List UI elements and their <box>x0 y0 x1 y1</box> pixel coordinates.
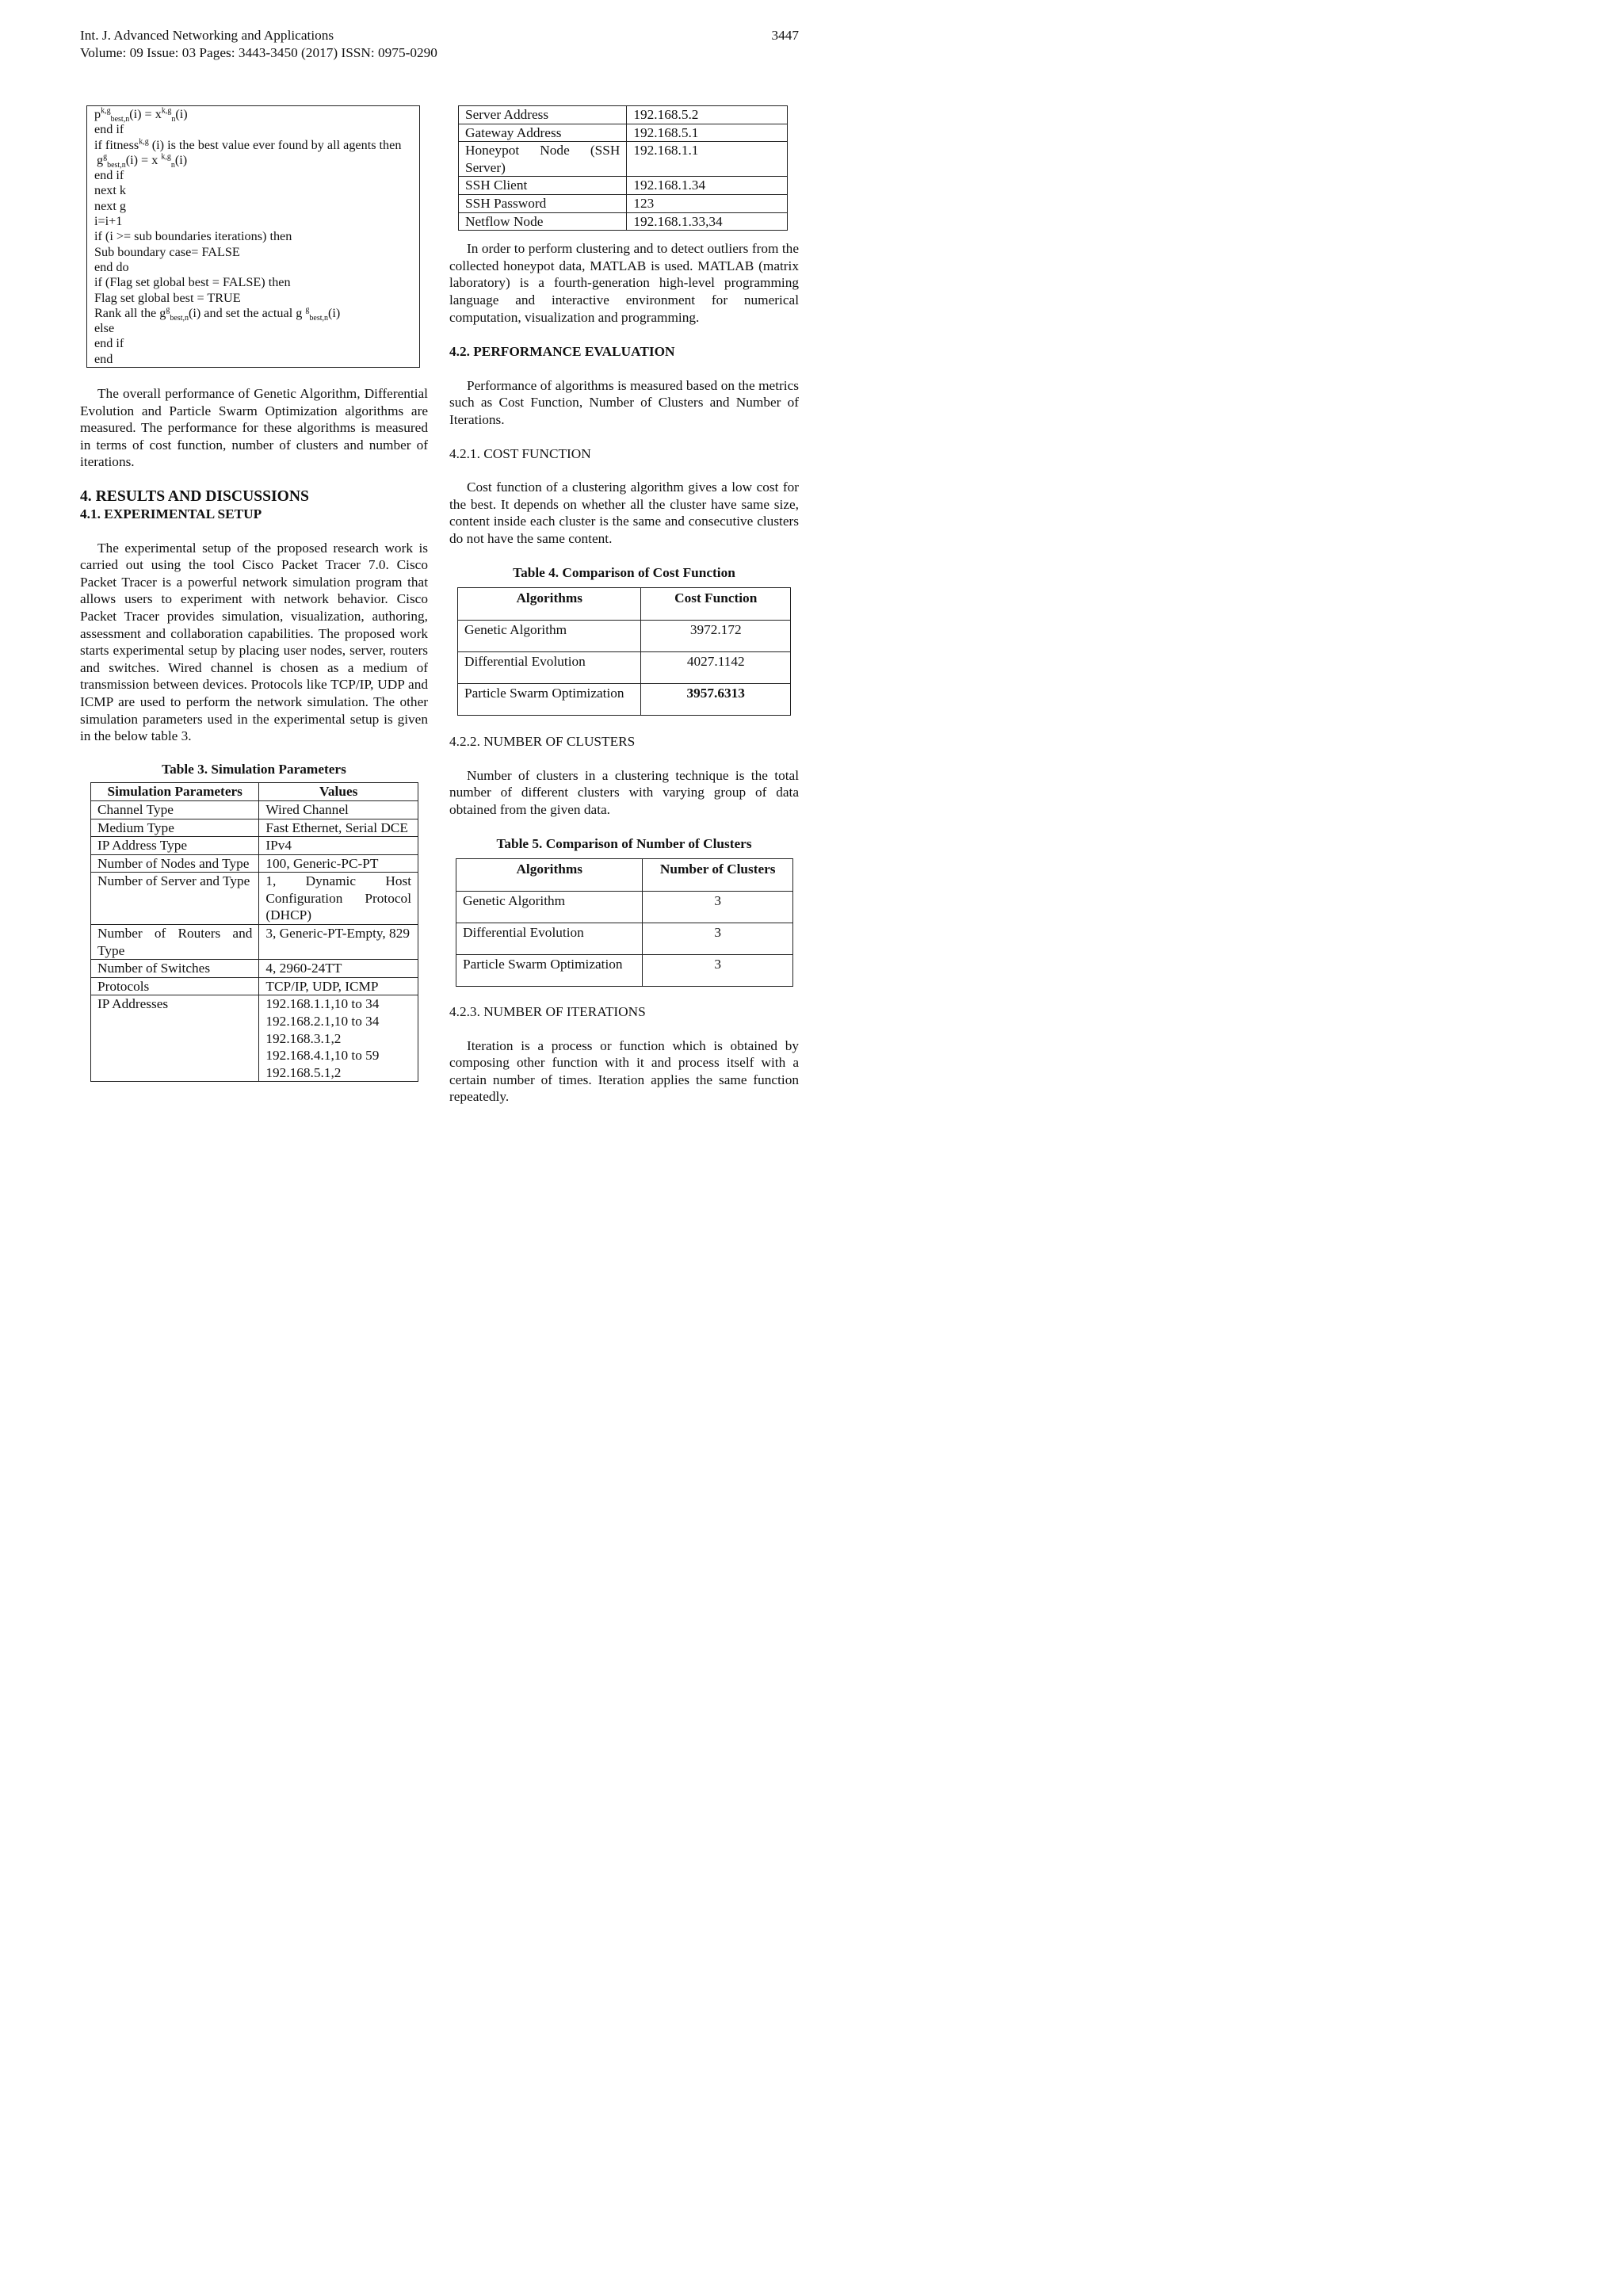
table-row <box>459 106 788 124</box>
algo-line: next k <box>94 183 127 198</box>
algorithm-pseudocode-box <box>86 105 420 368</box>
value-cell: 4, 2960-24TT <box>259 960 418 978</box>
value-cell: 3 <box>643 955 793 987</box>
param-cell: Server Address <box>459 106 627 124</box>
table-row <box>91 819 418 837</box>
table-row <box>91 854 418 873</box>
table-row <box>91 960 418 978</box>
performance-paragraph: Performance of algorithms is measured based on the metrics such as Cost Function, Number of Clusters and Number of Iterations. <box>449 377 799 427</box>
table-row <box>456 923 793 955</box>
value-cell: IPv4 <box>259 837 418 855</box>
param-cell: Protocols <box>91 977 259 995</box>
ip-address-line: 192.168.1.1,10 to 34 <box>265 996 380 1012</box>
param-cell: Channel Type <box>91 800 259 819</box>
algo-line: if (Flag set global best = FALSE) then <box>94 275 291 290</box>
algo-line: Flag set global best = TRUE <box>94 290 241 305</box>
algo-line: end if <box>94 122 124 137</box>
value-cell: Fast Ethernet, Serial DCE <box>259 819 418 837</box>
running-header <box>80 27 799 61</box>
algo-line: $p^{k,g}_{best,n}(i) = x^{k,g}_n(i)$ <box>94 106 188 124</box>
section-4-2-3-heading: 4.2.3. NUMBER OF ITERATIONS <box>449 1004 646 1020</box>
page-number: 3447 <box>771 28 799 43</box>
param-cell: SSH Client <box>459 177 627 195</box>
section-4-1-heading: 4.1. EXPERIMENTAL SETUP <box>80 506 262 522</box>
table-row <box>458 684 791 716</box>
column-header: Algorithms <box>458 588 641 621</box>
table-row <box>459 212 788 231</box>
table-row <box>456 892 793 923</box>
value-cell: 100, Generic-PC-PT <box>259 854 418 873</box>
volume-info: Volume: 09 Issue: 03 Pages: 3443-3450 (2017) ISSN: 0975-0290 <box>80 44 437 60</box>
value-cell: 3 <box>643 892 793 923</box>
value-cell: 192.168.5.2 <box>627 106 788 124</box>
right-column <box>449 105 799 1106</box>
algo-line: Rank all the $g^g_{best,n}(i)$ and set the actual g $^g_{best,n}$(i) <box>94 305 341 323</box>
ip-address-line: 192.168.4.1,10 to 59 <box>265 1048 380 1064</box>
column-header: Cost Function <box>641 588 791 621</box>
param-cell: IP Addresses <box>91 995 259 1082</box>
table-row <box>459 142 788 177</box>
param-cell: Gateway Address <box>459 124 627 142</box>
simulation-parameters-table <box>90 782 418 1082</box>
table-header-row <box>91 783 418 801</box>
param-cell: Number of Switches <box>91 960 259 978</box>
experimental-setup-paragraph: The experimental setup of the proposed research work is carried out using the tool Cisco Packet Tracer 7.0. Cisco Packet Tracer is a powerful network simulation program that allows users to experiment with network behavior. Cisco Packet Tracer provides simulation, visualization, authoring, assessment and collaboration capabilities. The proposed work starts experimental setup by placing user nodes, server, routers and switches. Wired channel is chosen as a medium of transmission between devices. Protocols like TCP/IP, UDP and ICMP are used to perform the network simulation. The other simulation parameters used in the experimental setup is given in the below table 3. <box>80 540 428 744</box>
value-cell: 3 <box>643 923 793 955</box>
table-row <box>456 955 793 987</box>
value-cell: 3972.172 <box>641 621 791 652</box>
value-cell: 192.168.5.1 <box>627 124 788 142</box>
param-cell: Number of Routers and Type <box>91 925 259 960</box>
clusters-paragraph: Number of clusters in a clustering technique is the total number of different clusters with varying group of data obtained from the given data. <box>449 767 799 817</box>
table-5-caption: Table 5. Comparison of Number of Clusters <box>496 836 752 852</box>
algo-line: end do <box>94 259 129 274</box>
matlab-paragraph: In order to perform clustering and to detect outliers from the collected honeypot data, MATLAB is used. MATLAB (matrix laboratory) is a fourth-generation high-level programming language and interactive environment for numerical computation, visualization and programming. <box>449 241 799 325</box>
algorithm-cell: Particle Swarm Optimization <box>458 684 641 716</box>
section-4-2-heading: 4.2. PERFORMANCE EVALUATION <box>449 344 675 360</box>
table-row <box>459 194 788 212</box>
algo-line: end if <box>94 168 124 183</box>
param-cell: SSH Password <box>459 194 627 212</box>
column-header: Algorithms <box>456 859 643 892</box>
section-4-2-1-heading: 4.2.1. COST FUNCTION <box>449 445 591 461</box>
algorithm-cell: Genetic Algorithm <box>456 892 643 923</box>
algorithm-cell: Differential Evolution <box>458 652 641 684</box>
table-row <box>458 621 791 652</box>
value-cell: 4027.1142 <box>641 652 791 684</box>
param-cell: Number of Nodes and Type <box>91 854 259 873</box>
value-cell: 123 <box>627 194 788 212</box>
algo-line: next g <box>94 198 127 213</box>
algo-line: else <box>94 321 115 336</box>
param-cell: Number of Server and Type <box>91 873 259 925</box>
column-header: Number of Clusters <box>643 859 793 892</box>
algo-line: $g^g_{best,n}(i) = x$ $^{k,g}_n$(i) <box>97 152 188 170</box>
table-row <box>91 977 418 995</box>
algo-line: end <box>94 351 113 366</box>
algo-line: if fitness$^{k,g}$ (i) is the best value ever found by all agents then <box>94 137 402 152</box>
ip-address-line: 192.168.2.1,10 to 34 <box>265 1014 380 1030</box>
cost-function-paragraph: Cost function of a clustering algorithm gives a low cost for the best. It depends on whether all the cluster have same size, content inside each cluster is the same and consecutive clusters do not have the same content. <box>449 479 799 546</box>
overall-performance-paragraph: The overall performance of Genetic Algorithm, Differential Evolution and Particle Swarm Optimization algorithms are measured. The performance for these algorithms is measured in terms of cost function, number of clusters and number of iterations. <box>80 386 428 470</box>
table-header-row <box>458 588 791 621</box>
algo-line: if (i >= sub boundaries iterations) then <box>94 229 292 244</box>
value-cell: 3957.6313 <box>641 684 791 716</box>
column-header: Values <box>259 783 418 801</box>
table-row <box>91 800 418 819</box>
table-row <box>91 995 418 1082</box>
param-cell: Netflow Node <box>459 212 627 231</box>
table-row <box>91 873 418 925</box>
table-row <box>459 124 788 142</box>
ip-address-line: 192.168.3.1,2 <box>265 1030 342 1046</box>
table-row <box>459 177 788 195</box>
table-4-caption: Table 4. Comparison of Cost Function <box>513 565 735 581</box>
column-header: Simulation Parameters <box>91 783 259 801</box>
table-row <box>91 925 418 960</box>
param-cell: Medium Type <box>91 819 259 837</box>
cost-function-table <box>457 587 791 716</box>
left-column <box>80 105 428 1082</box>
table-header-row <box>456 859 793 892</box>
section-4-2-2-heading: 4.2.2. NUMBER OF CLUSTERS <box>449 734 636 750</box>
table-row <box>458 652 791 684</box>
journal-name: Int. J. Advanced Networking and Applications <box>80 28 334 43</box>
value-cell: 3, Generic-PT-Empty, 829 <box>259 925 418 960</box>
param-cell: IP Address Type <box>91 837 259 855</box>
iterations-paragraph: Iteration is a process or function which is obtained by composing other function with it and process itself with a certain number of times. Iteration applies the same function repeatedly. <box>449 1037 799 1105</box>
number-of-clusters-table <box>456 858 793 987</box>
value-cell: 1, Dynamic Host Configuration Protocol (DHCP) <box>259 873 418 925</box>
table-3-caption: Table 3. Simulation Parameters <box>162 761 346 777</box>
value-cell: 192.168.1.33,34 <box>627 212 788 231</box>
algorithm-cell: Particle Swarm Optimization <box>456 955 643 987</box>
value-cell: 192.168.1.1 <box>627 142 788 177</box>
value-cell: TCP/IP, UDP, ICMP <box>259 977 418 995</box>
param-cell: Honeypot Node (SSH Server) <box>459 142 627 177</box>
network-addresses-table <box>458 105 788 231</box>
section-4-heading: 4. RESULTS AND DISCUSSIONS <box>80 488 309 506</box>
algorithm-cell: Differential Evolution <box>456 923 643 955</box>
algorithm-cell: Genetic Algorithm <box>458 621 641 652</box>
value-cell: Wired Channel <box>259 800 418 819</box>
algo-line: Sub boundary case= FALSE <box>94 244 240 259</box>
ip-address-line: 192.168.5.1,2 <box>265 1064 342 1080</box>
value-cell: 192.168.1.34 <box>627 177 788 195</box>
table-row <box>91 837 418 855</box>
value-cell <box>259 995 418 1082</box>
algo-line: i=i+1 <box>94 214 123 229</box>
algo-line: end if <box>94 336 124 351</box>
